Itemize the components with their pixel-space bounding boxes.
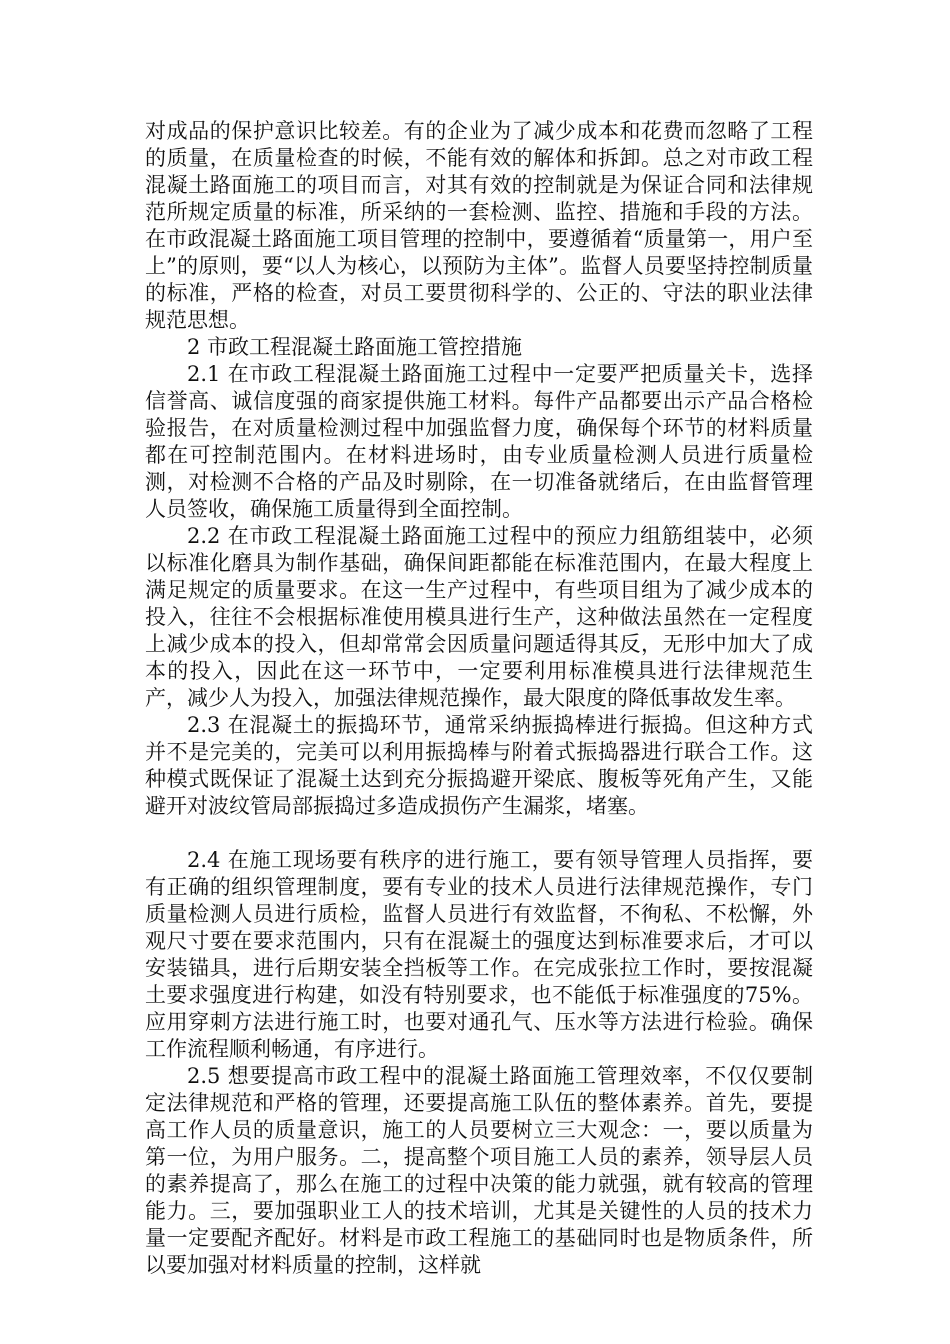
section-heading: 2 市政工程混凝土路面施工管控措施 xyxy=(187,335,523,359)
paragraph-2-5: 2.5 想要提高市政工程中的混凝土路面施工管理效率，不仅仅要制定法律规范和严格的管理，还要提高施工队伍的整体素养。首先，要提高工作人员的质量意识，施工的人员要树立三大观念：一，要以质量为第一位，为用户服务。二，提高整个项目施工人员的素养，领导层人员的素养提高了，那么在施工的过程中决策的能力就强，就有较高的管理能力。三，要加强职业工人的技术培训，尤其是关键性的人员的技术力量一定要配齐配好。材料是市政工程施工的基础同时也是物质条件，所以要加强对材料质量的控制，这样就 xyxy=(145,1064,813,1277)
paragraph-spacer xyxy=(145,820,813,847)
paragraph-2-2: 2.2 在市政工程混凝土路面施工过程中的预应力组筋组装中，必须以标准化磨具为制作基础，确保间距都能在标准范围内，在最大程度上满足规定的质量要求。在这一生产过程中，有些项目组为了减少成本的投入，往往不会根据标准使用模具进行生产，这种做法虽然在一定程度上减少成本的投入，但却常常会因质量问题适得其反，无形中加大了成本的投入，因此在这一环节中，一定要利用标准模具进行法律规范生产，减少人为投入，加强法律规范操作，最大限度的降低事故发生率。 xyxy=(145,524,813,710)
document-body xyxy=(145,118,813,1279)
paragraph-2-4: 2.4 在施工现场要有秩序的进行施工，要有领导管理人员指挥，要有正确的组织管理制度，要有专业的技术人员进行法律规范操作，专门质量检测人员进行质检，监督人员进行有效监督，不徇私、不松懈，外观尺寸要在要求范围内，只有在混凝土的强度达到标准要求后，才可以安装锚具，进行后期安装全挡板等工作。在完成张拉工作时，要按混凝土要求强度进行构建，如没有特别要求，也不能低于标准强度的75%。应用穿刺方法进行施工时，也要对通孔气、压水等方法进行检验。确保工作流程顺利畅通，有序进行。 xyxy=(145,848,813,1061)
paragraph-2-3: 2.3 在混凝土的振捣环节，通常采纳振捣棒进行振捣。但这种方式并不是完美的，完美可以利用振捣棒与附着式振捣器进行联合工作。这种模式既保证了混凝土达到充分振捣避开梁底、腹板等死角产生，又能避开对波纹管局部振捣过多造成损伤产生漏浆，堵塞。 xyxy=(145,713,813,818)
paragraph-continuation: 对成品的保护意识比较差。有的企业为了减少成本和花费而忽略了工程的质量，在质量检查的时候，不能有效的解体和拆卸。总之对市政工程混凝土路面施工的项目而言，对其有效的控制就是为保证合同和法律规范所规定质量的标准，所采纳的一套检测、监控、措施和手段的方法。在市政混凝土路面施工项目管理的控制中，要遵循着“质量第一，用户至上”的原则，要“以人为核心，以预防为主体”。监督人员要坚持控制质量的标准，严格的检查，对员工要贯彻科学的、公正的、守法的职业法律规范思想。 xyxy=(145,119,813,332)
paragraph-2-1: 2.1 在市政工程混凝土路面施工过程中一定要严把质量关卡，选择信誉高、诚信度强的商家提供施工材料。每件产品都要出示产品合格检验报告，在对质量检测过程中加强监督力度，确保每个环节的材料质量都在可控制范围内。在材料进场时，由专业质量检测人员进行质量检测，对检测不合格的产品及时剔除，在一切准备就绪后，在由监督管理人员签收，确保施工质量得到全面控制。 xyxy=(145,362,813,521)
